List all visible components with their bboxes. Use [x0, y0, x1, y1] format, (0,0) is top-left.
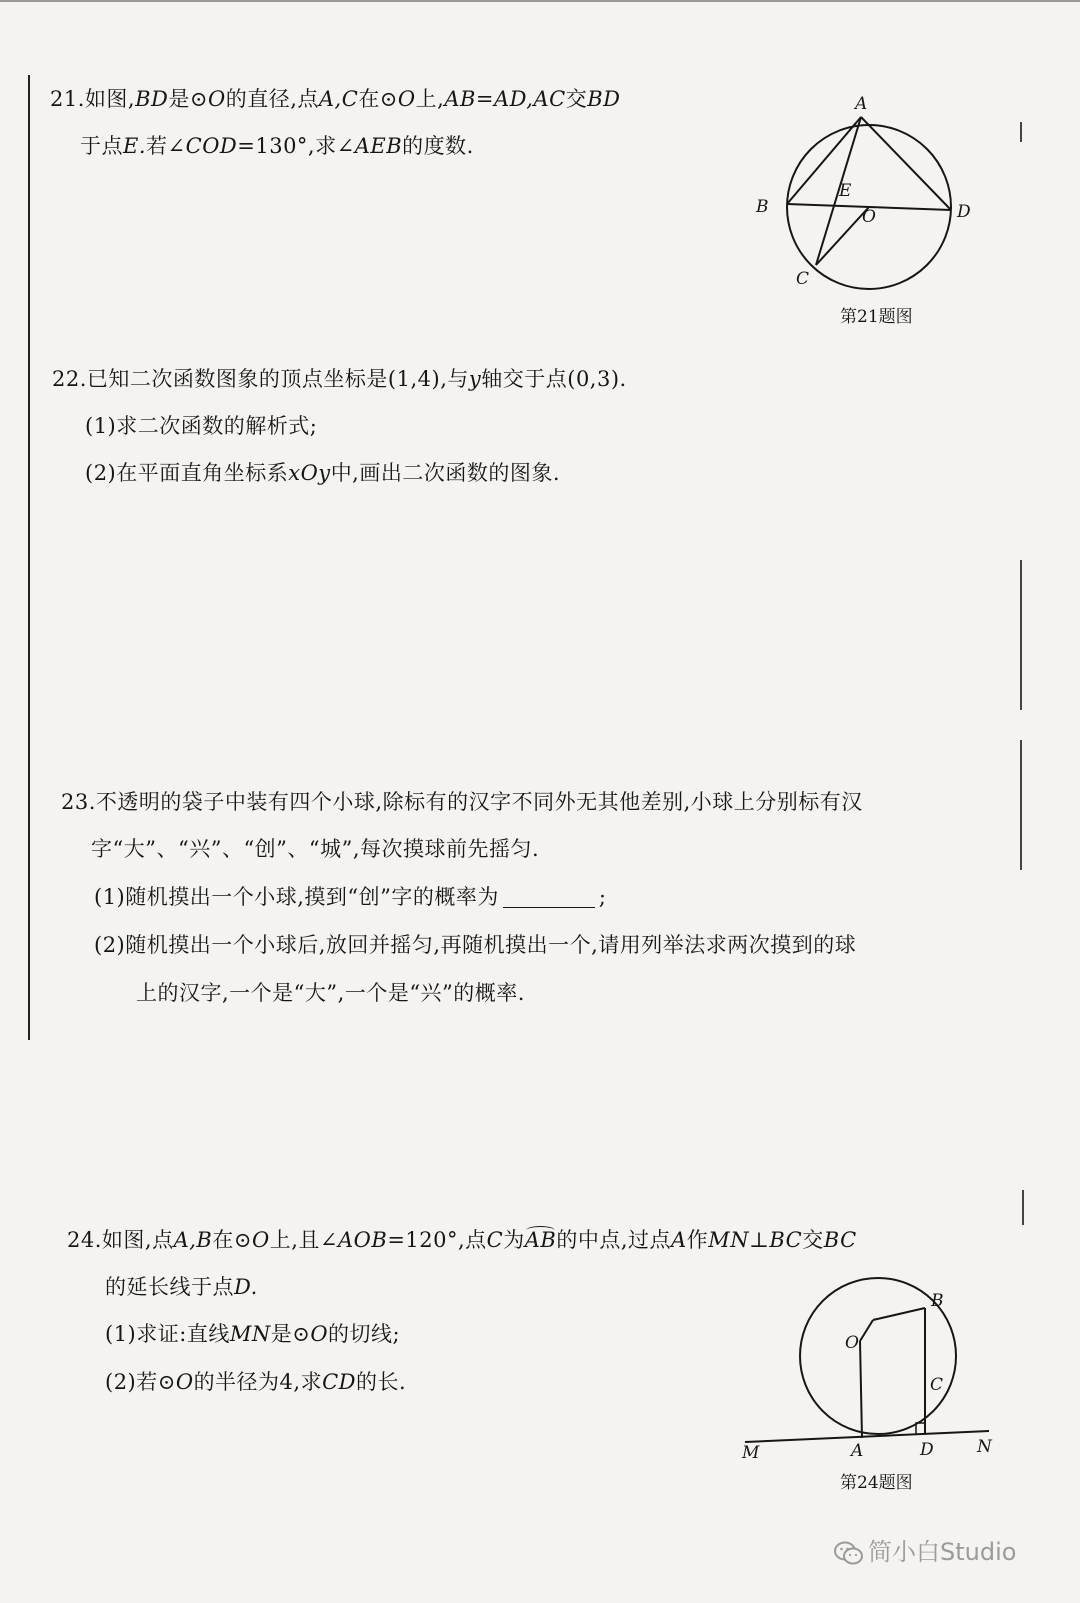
- q21-label-A: A: [855, 94, 868, 114]
- q21-label-O: O: [862, 207, 876, 227]
- q24-segment-OB: [873, 1308, 925, 1320]
- right-margin-mark: [1020, 122, 1022, 142]
- right-margin-mark: [1022, 1190, 1024, 1225]
- q24-sub2: (2)若⊙O的半径为4,求CD的长.: [105, 1370, 407, 1394]
- q21-line1: 21.如图,BD是⊙O的直径,点A,C在⊙O上,AB=AD,AC交BD: [50, 87, 621, 111]
- q24-label-O: O: [845, 1333, 859, 1353]
- right-margin-mark: [1020, 740, 1022, 870]
- right-margin-mark: [1020, 560, 1022, 710]
- q21-label-B: B: [756, 197, 769, 217]
- q22-sub2: (2)在平面直角坐标系xOy中,画出二次函数的图象.: [85, 461, 561, 485]
- q23-sub2-line2: 上的汉字,一个是“大”,一个是“兴”的概率.: [136, 981, 525, 1005]
- q21-label-C: C: [796, 269, 810, 289]
- q24-label-D: D: [920, 1440, 934, 1460]
- watermark-text: 简小白Studio: [868, 1538, 1017, 1566]
- left-binding-rule: [28, 75, 30, 1040]
- arc-AB: AB: [525, 1225, 557, 1255]
- q22-sub1: (1)求二次函数的解析式;: [85, 414, 318, 438]
- q24-line2: 的延长线于点D.: [105, 1275, 258, 1299]
- q22-line1: 22.已知二次函数图象的顶点坐标是(1,4),与y轴交于点(0,3).: [52, 367, 627, 391]
- q21-caption: 第21题图: [840, 307, 913, 327]
- q23-line1: 23.不透明的袋子中装有四个小球,除标有的汉字不同外无其他差别,小球上分别标有汉: [61, 790, 863, 814]
- q21-line2: 于点E.若∠COD=130°,求∠AEB的度数.: [80, 134, 474, 158]
- q23-sub1: (1)随机摸出一个小球,摸到“创”字的概率为 ;: [94, 885, 607, 909]
- q24-segment-O: [860, 1320, 873, 1341]
- q24-segment-OA: [860, 1341, 862, 1438]
- q24-figure: [742, 1290, 1005, 1463]
- answer-blank[interactable]: [503, 885, 595, 908]
- q21-figure: [756, 90, 990, 300]
- q24-label-B: B: [931, 1291, 944, 1311]
- q24-sub1: (1)求证:直线MN是⊙O的切线;: [105, 1322, 401, 1346]
- q23-sub2-line1: (2)随机摸出一个小球后,放回并摇匀,再随机摸出一个,请用列举法求两次摸到的球: [94, 933, 857, 957]
- q21-label-E: E: [839, 181, 852, 201]
- q24-label-N: N: [977, 1437, 992, 1457]
- q24-label-C: C: [930, 1375, 944, 1395]
- top-border: [0, 0, 1080, 2]
- q24-line1: 24.如图,点A,B在⊙O上,且∠AOB=120°,点C为AB的中点,过点A作MN⊥BC交BC: [67, 1225, 857, 1255]
- q24-right-angle-mark: [916, 1423, 925, 1434]
- q24-label-A: A: [851, 1441, 864, 1461]
- q24-label-M: M: [742, 1443, 760, 1463]
- q21-label-D: D: [957, 202, 971, 222]
- wechat-icon: [834, 1540, 864, 1566]
- q23-line2: 字“大”、“兴”、“创”、“城”,每次摸球前先摇匀.: [91, 837, 540, 861]
- q24-caption: 第24题图: [840, 1473, 913, 1493]
